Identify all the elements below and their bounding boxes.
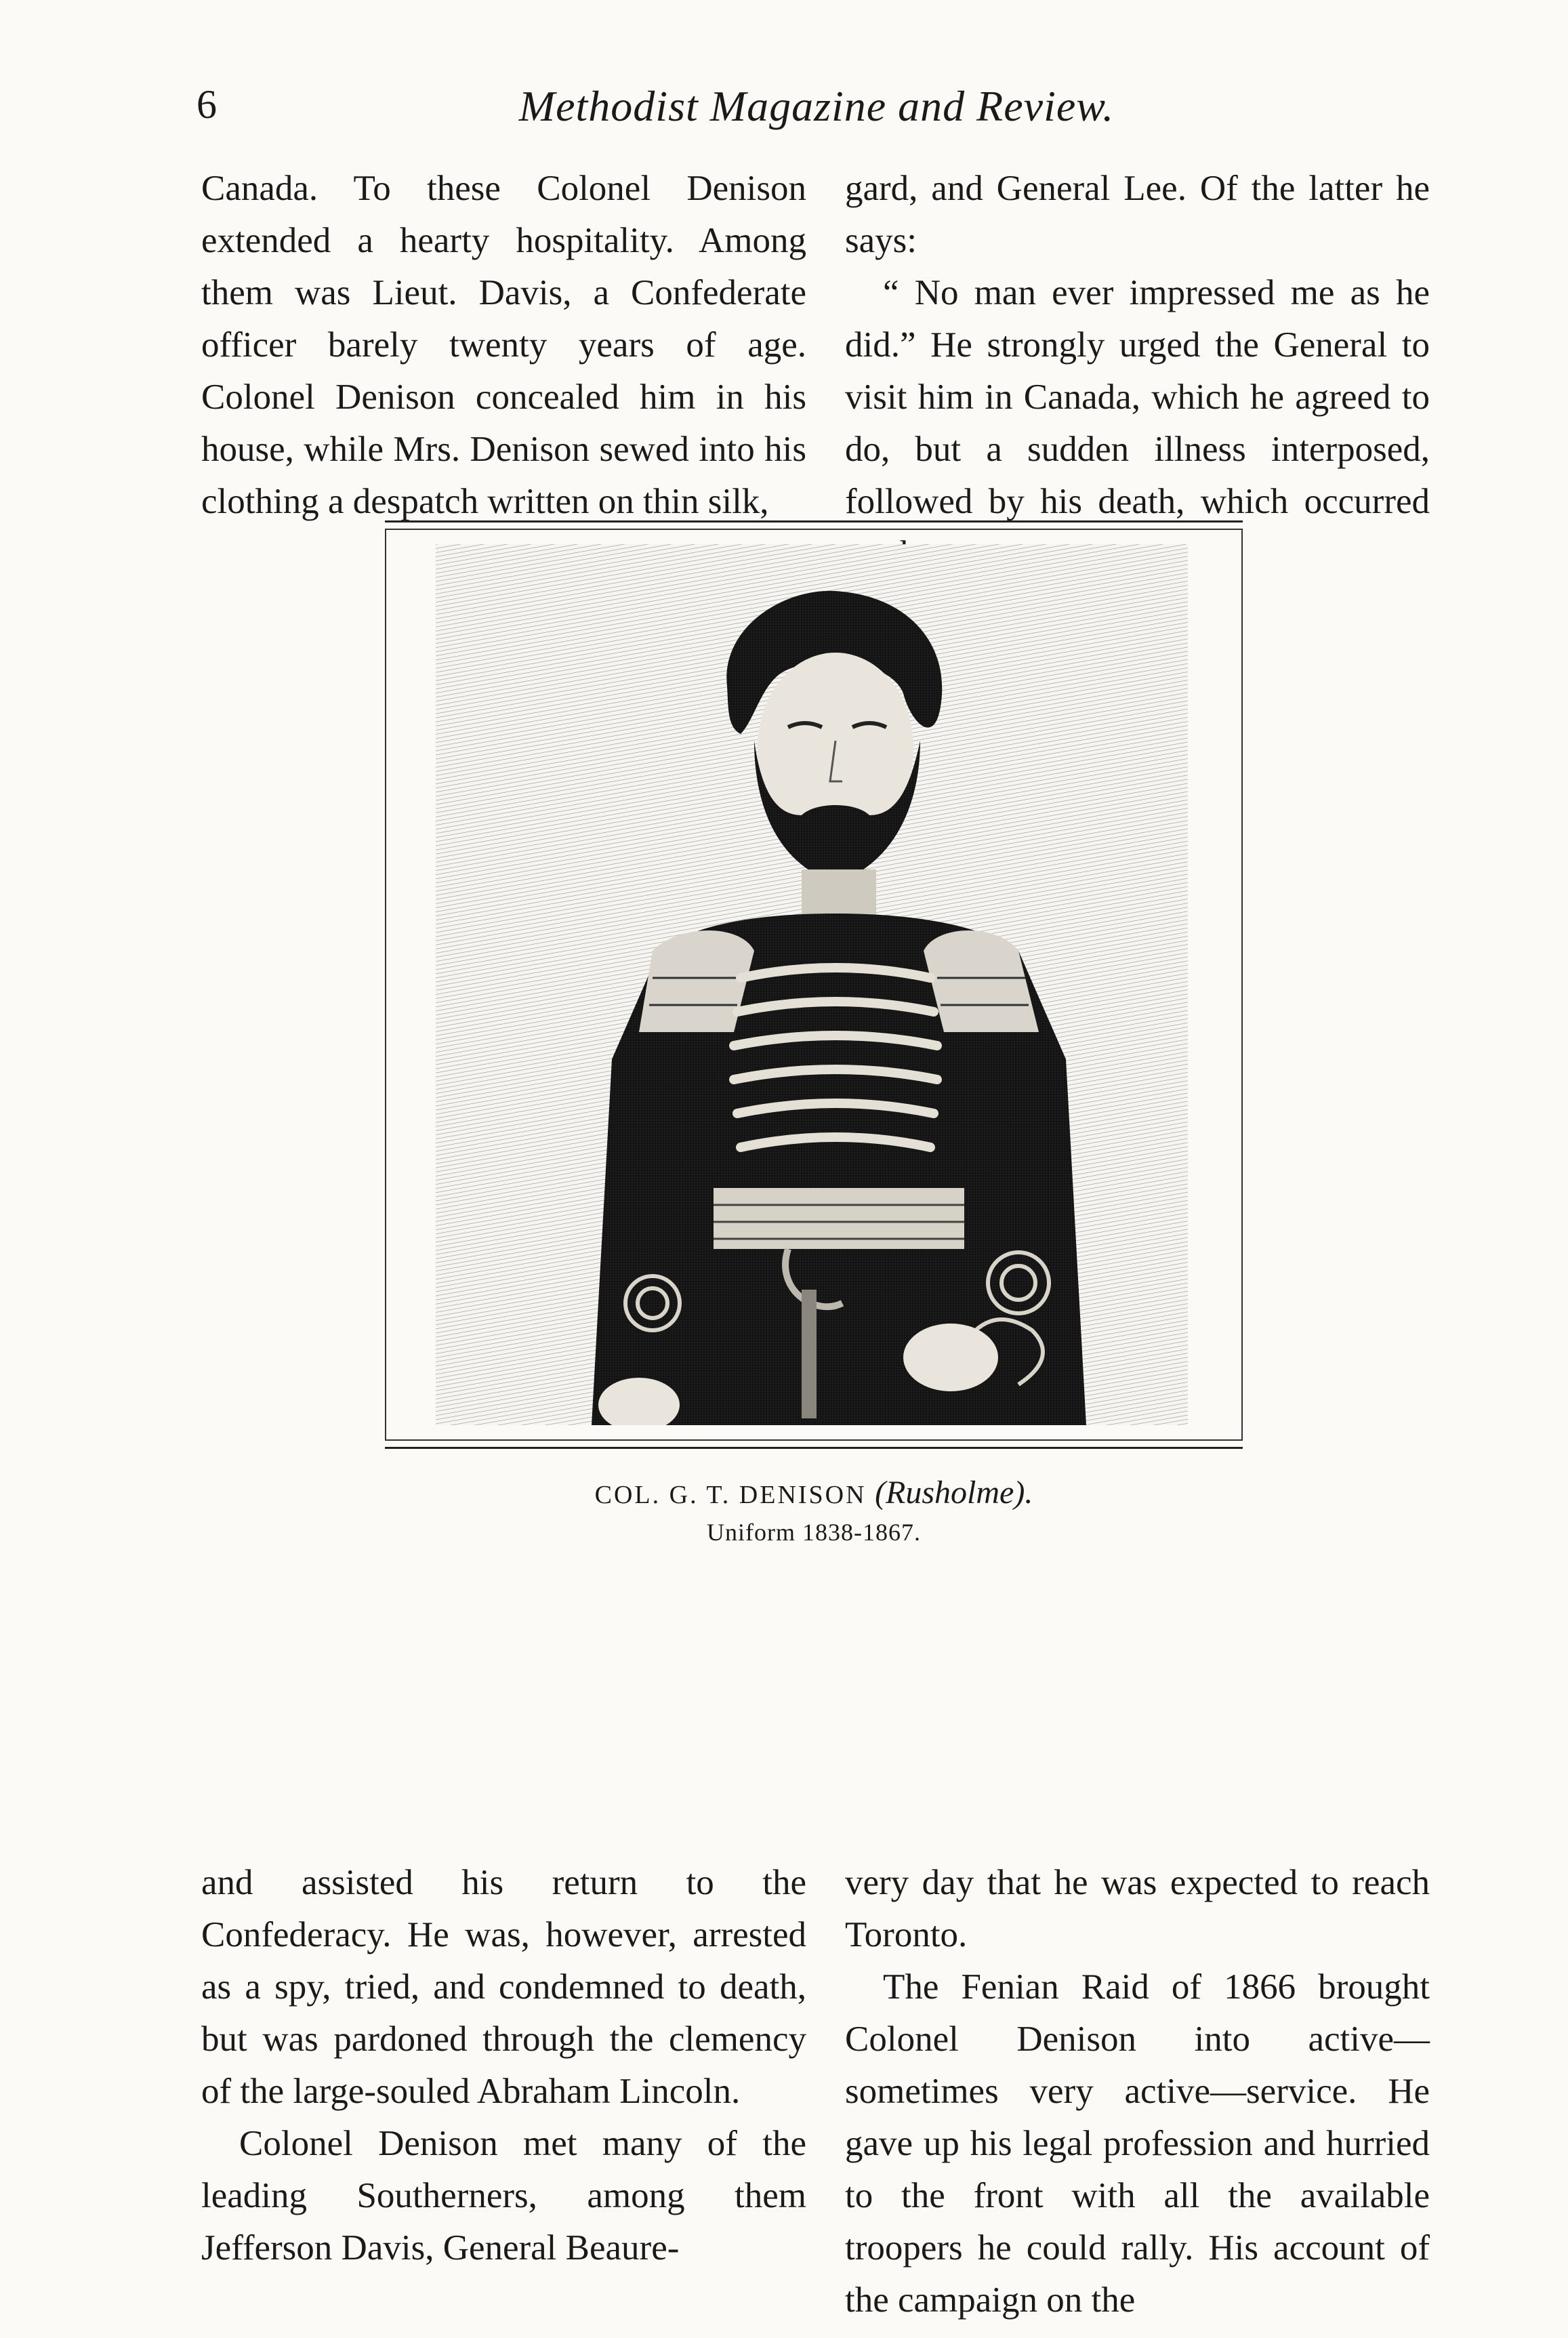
paragraph: gard, and General Lee. Of the latter he says:: [845, 169, 1430, 260]
paragraph: The Fenian Raid of 1866 brought Colonel Denison into active—sometimes very active—service. He gave up his legal profession and hurried to the front with all the available troopers he could rally. His account of the campaign on the: [845, 1967, 1430, 2320]
page-header: [197, 81, 1437, 142]
portrait-figure: [385, 520, 1243, 1449]
portrait-image: [436, 544, 1188, 1425]
paragraph: Colonel Denison met many of the leading Southerners, among them Jefferson Davis, General Beaure-: [201, 2124, 806, 2268]
page-number: 6: [197, 82, 217, 127]
paragraph: very day that he was expected to reach Toronto.: [845, 1863, 1430, 1954]
paragraph: Canada. To these Colonel Denison extended a hearty hospitality. Among them was Lieut. Davis, a Confederate officer barely twenty years of age. Colonel Denison concealed him in his house, while Mrs. Denison sewed into his clothing a despatch written on thin silk,: [201, 169, 806, 521]
column-top-left: [201, 163, 806, 528]
figure-caption: [385, 1474, 1243, 1511]
paragraph: “ No man ever impressed me as he did.” He strongly urged the General to visit him in Canada, which he agreed to do, but a sudden illness interposed, followed by his death, which occurred: [845, 273, 1430, 521]
column-bottom-right: [845, 1857, 1430, 2326]
paragraph: and assisted his return to the Confederacy. He was, however, arrested as a spy, tried, and condemned to death, but was pardoned through the clemency of the large-souled Abraham Lincoln.: [201, 1863, 806, 2111]
caption-name: COL. G. T. DENISON: [594, 1481, 867, 1509]
column-top-right: [845, 163, 1430, 580]
figure-caption-line2: Uniform 1838-1867.: [707, 1519, 921, 1546]
figure-rule-bottom: [385, 1447, 1243, 1449]
caption-subtitle: (Rusholme).: [875, 1475, 1033, 1511]
running-title: Methodist Magazine and Review.: [518, 82, 1115, 130]
column-bottom-left: [201, 1857, 806, 2274]
figure-rule-top: [385, 520, 1243, 522]
